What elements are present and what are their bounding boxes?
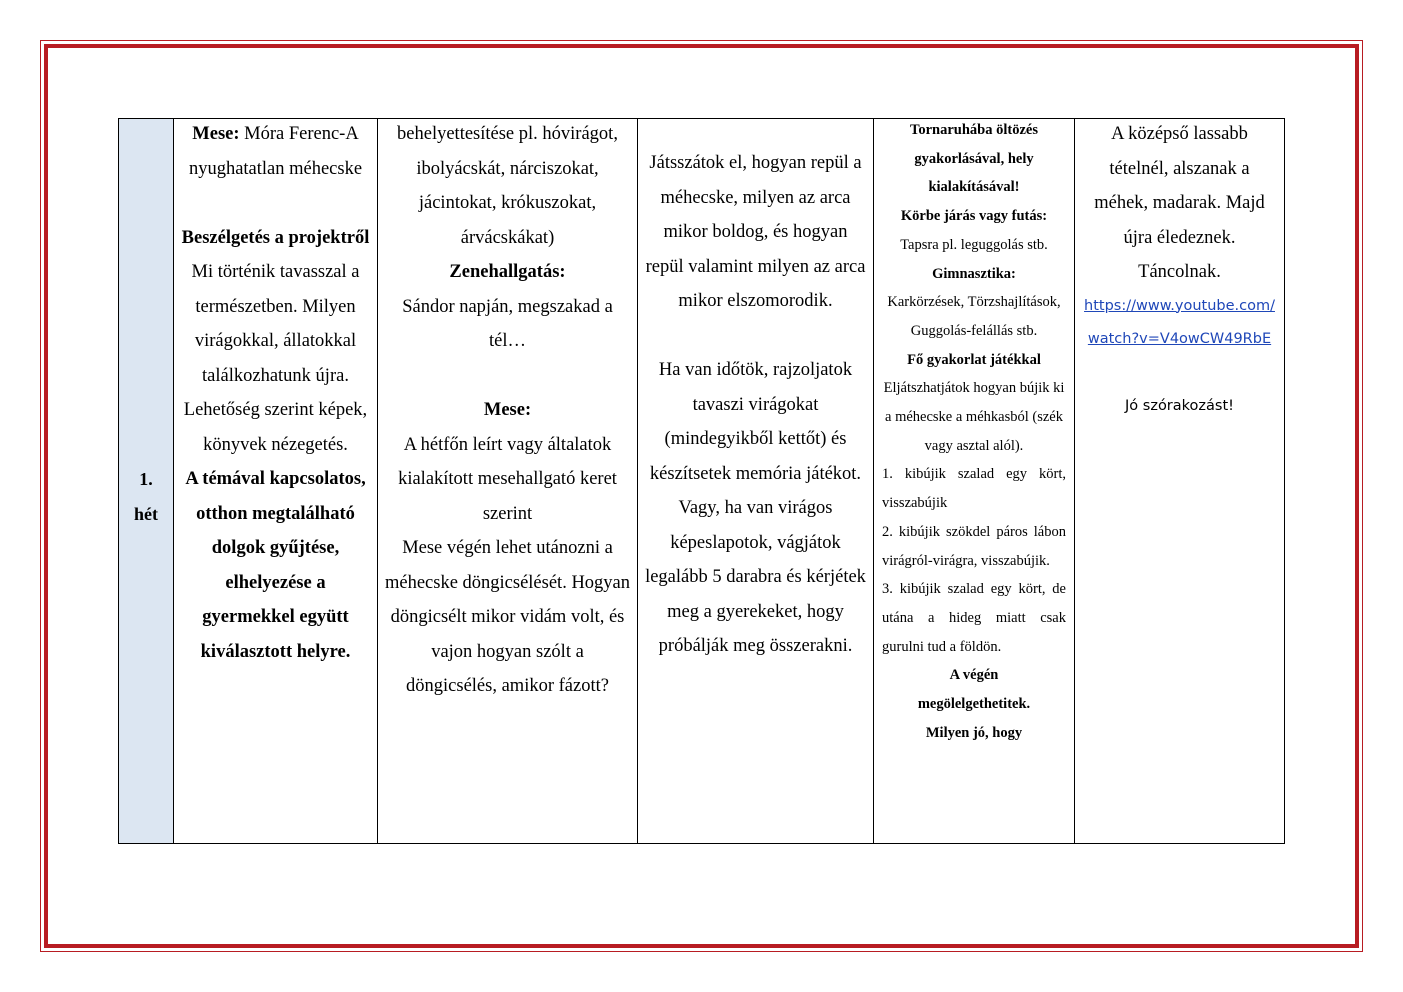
tale-line: Mese: Móra Ferenc-A nyughatatlan méhecske (188, 124, 363, 179)
exercise-content (874, 118, 1074, 747)
dance-content (1075, 118, 1284, 290)
play-paragraph-3: Vagy, ha van virágos képeslapotok, vágjátok legalább 5 darabra és kérjétek meg a gyerekeket, hogy próbálják meg összerakni. (645, 498, 866, 656)
youtube-link[interactable]: https://www.youtube.com/watch?v=V4owCW49RbE (1084, 297, 1275, 347)
music-text: Sándor napján, megszakad a tél… (402, 296, 613, 351)
play-paragraph-2: Ha van időtök, rajzoljatok tavaszi virágokat (mindegyikből kettőt) és készítsetek memória játékot. (649, 360, 862, 484)
intro-text: behelyettesítése pl. hóvirágot, ibolyácskát, nárciszokat, jácintokat, krókuszokat, árvácskákat) (397, 124, 618, 248)
dance-cell (1074, 118, 1285, 844)
closing-text: Jó szórakozást! (1125, 397, 1234, 414)
tale-text: A hétfőn leírt vagy általatok kialakított mesehallgató keret szerint (398, 434, 617, 524)
step-1: 1. kibújik szalad egy kört, visszabújik (882, 466, 1066, 512)
story-content (174, 118, 377, 669)
walk-heading: Körbe járás vagy futás: (900, 208, 1048, 225)
music-heading: Zenehallgatás: (449, 262, 566, 282)
main-heading: Fő gyakorlat játékkal (907, 351, 1041, 368)
talk-paragraph: Mi történik tavasszal a természetben. Milyen virágokkal, állatokkal találkozhatunk újra. Lehetőség szerint képek, könyvek nézegetés. (183, 262, 368, 455)
music-content (378, 118, 637, 704)
task-bold: A témával kapcsolatos, otthon megtalálható dolgok gyűjtése, elhelyezése a gyermekkel együtt kiválasztott helyre. (185, 469, 366, 662)
gym-text: Karkörzések, Törzshajlítások, Guggolás-felállás stb. (887, 294, 1061, 339)
week-cell (118, 118, 174, 844)
exercise-cell (873, 118, 1075, 844)
week-label: 1. hét (134, 469, 158, 524)
tale-text-2: Mese végén lehet utánozni a méhecske döngicsélését. Hogyan döngicsélt mikor vidám volt, és vajon hogyan szólt a döngicsélés, amikor fázott? (384, 538, 631, 696)
end-text: A végén megölelgethetitek. Milyen jó, hogy (917, 667, 1031, 741)
step-2: 2. kibújik szökdel páros lábon virágról-virágra, visszabújik. (882, 523, 1066, 569)
step-3: 3. kibújik szalad egy kört, de utána a hideg miatt csak gurulni tud a földön. (882, 581, 1066, 655)
talk-heading: Beszélgetés a projektről (181, 227, 370, 248)
story-cell (173, 118, 378, 844)
walk-text: Tapsra pl. leguggolás stb. (900, 236, 1048, 253)
play-cell (637, 118, 874, 844)
dress-heading: Tornaruhába öltözés gyakorlásával, hely kialakításával! (910, 122, 1038, 196)
play-content (638, 119, 873, 664)
music-cell (377, 118, 638, 844)
main-text: Eljátszhatjátok hogyan bújik ki a méhecske a méhkasból (szék vagy asztal alól). (883, 380, 1065, 454)
tale-heading: Mese: (483, 400, 532, 420)
gym-heading: Gimnasztika: (932, 265, 1016, 282)
play-paragraph-1: Játsszátok el, hogyan repül a méhecske, milyen az arca mikor boldog, és hogyan repül valamint milyen az arca mikor elszomorodik. (645, 153, 866, 311)
dance-text: A középső lassabb tételnél, alszanak a méhek, madarak. Majd újra éledeznek. Táncolnak. (1094, 124, 1265, 282)
